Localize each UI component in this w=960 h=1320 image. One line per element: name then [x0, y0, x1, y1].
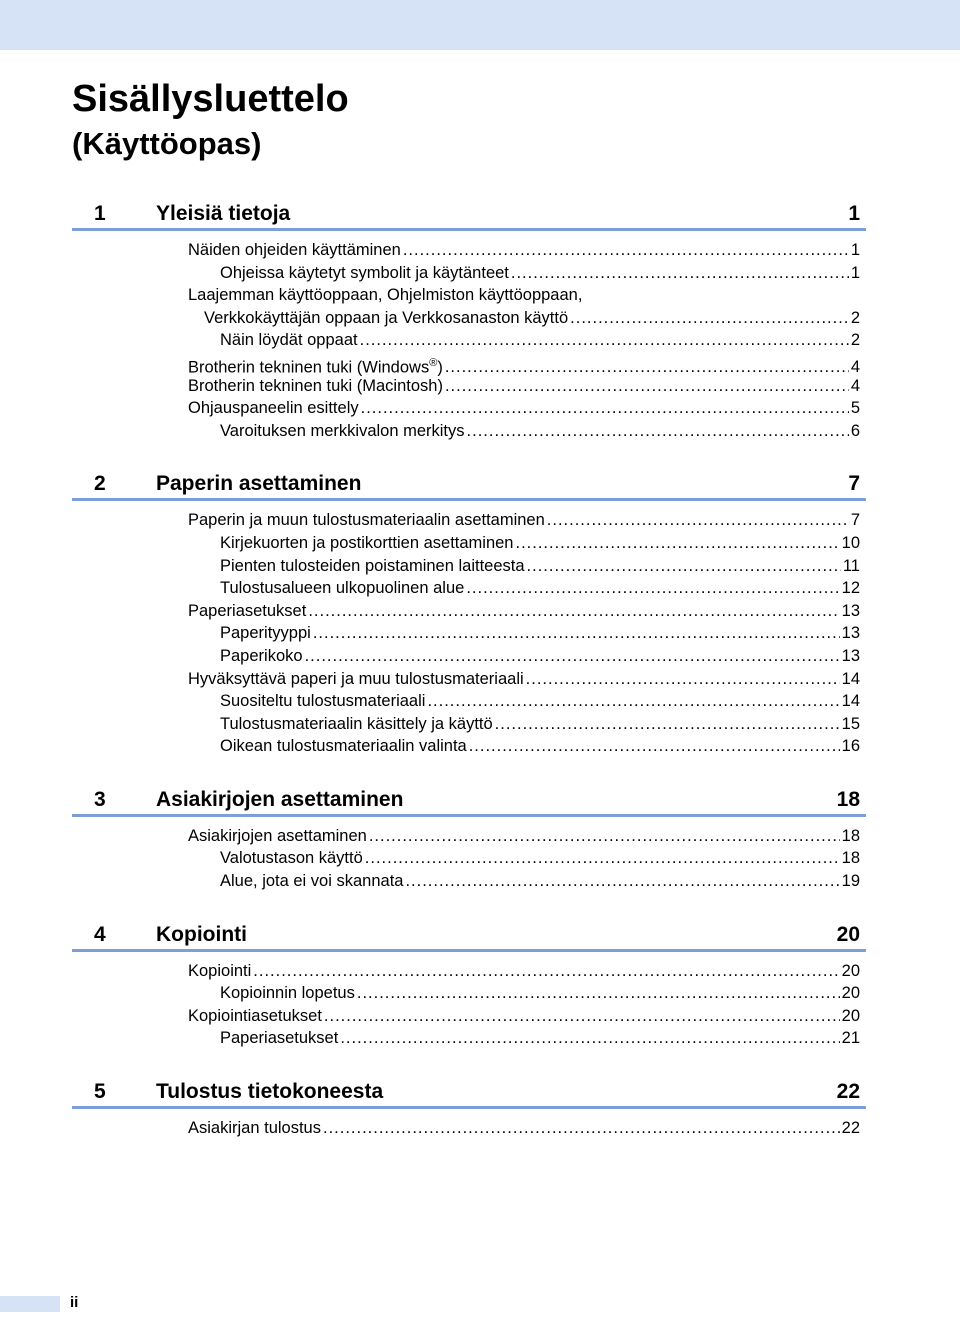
entry-text [220, 577, 464, 600]
chapter-heading[interactable] [72, 911, 866, 952]
entry-text [188, 1117, 321, 1140]
toc-entry[interactable] [72, 690, 866, 713]
entry-suffix: ) [437, 358, 443, 377]
entry-text [188, 960, 251, 983]
dot-leader [466, 577, 839, 600]
chapter-page-number: 20 [836, 922, 860, 946]
toc-entry[interactable] [72, 239, 866, 262]
toc-entry[interactable] [72, 825, 866, 848]
entry-label: Ohjeissa käytetyt symbolit ja käytänteet [220, 263, 509, 282]
registered-mark: ® [429, 356, 438, 369]
dot-leader [313, 622, 840, 645]
entry-label: Ohjauspaneelin esittely [188, 399, 359, 418]
entry-label: Kopiointiasetukset [188, 1006, 322, 1025]
entry-label: Brotherin tekninen tuki (Windows [188, 358, 430, 377]
entry-label: Hyväksyttävä paperi ja muu tulostusmateriaali [188, 669, 524, 688]
entry-label: Näin löydät oppaat [220, 331, 358, 350]
dot-leader [527, 555, 841, 578]
toc-entry[interactable] [72, 982, 866, 1005]
entry-label: Asiakirjojen asettaminen [188, 826, 367, 845]
dot-leader [526, 668, 840, 691]
entry-label: Suositeltu tulostusmateriaali [220, 692, 426, 711]
dot-leader [361, 397, 849, 420]
entry-page-number: 18 [841, 826, 860, 845]
chapter-page-number: 22 [836, 1080, 860, 1104]
entry-list [72, 817, 866, 893]
dot-leader [357, 982, 840, 1005]
toc-entry[interactable] [72, 870, 866, 893]
toc-entry-continuation[interactable] [72, 307, 866, 330]
entry-label: Oikean tulostusmateriaalin valinta [220, 737, 467, 756]
entry-label: Valotustason käyttö [220, 849, 363, 868]
dot-leader [360, 329, 849, 352]
entry-label: Paperin ja muun tulostusmateriaalin asettaminen [188, 511, 545, 530]
toc-entry[interactable] [72, 397, 866, 420]
chapter-section [72, 1068, 866, 1140]
title-block [72, 74, 349, 164]
entry-label: Alue, jota ei voi skannata [220, 872, 404, 891]
toc-entry[interactable] [72, 555, 866, 578]
chapter-page-number: 7 [848, 472, 860, 496]
toc-entry[interactable] [72, 1117, 866, 1140]
entry-text [220, 262, 509, 285]
toc-entry[interactable] [72, 1027, 866, 1050]
chapter-number: 3 [94, 787, 106, 811]
chapter-section [72, 190, 866, 442]
chapter-number: 5 [94, 1080, 106, 1104]
dot-leader [547, 509, 849, 532]
entry-list [72, 501, 866, 758]
entry-label: Paperikoko [220, 646, 303, 665]
chapter-page-number: 1 [848, 202, 860, 225]
chapter-heading[interactable] [72, 190, 866, 231]
entry-page-number: 13 [841, 646, 860, 665]
entry-page-number: 22 [841, 1119, 860, 1138]
dot-leader [324, 1005, 840, 1028]
page-number: ii [70, 1294, 79, 1311]
toc-entry[interactable] [72, 577, 866, 600]
entry-page-number: 16 [841, 737, 860, 756]
entry-page-number: 14 [841, 669, 860, 688]
entry-text [220, 329, 358, 352]
entry-page-number: 6 [850, 421, 860, 440]
chapter-page-number: 18 [836, 787, 860, 811]
toc-entry[interactable] [72, 532, 866, 555]
entry-text [220, 690, 425, 713]
entry-list [72, 952, 866, 1050]
toc-entry[interactable] [72, 735, 866, 758]
entry-page-number: 21 [841, 1029, 860, 1048]
entry-page-number: 2 [850, 308, 860, 327]
entry-text [220, 735, 467, 758]
entry-label: Paperityyppi [220, 624, 311, 643]
entry-page-number: 4 [850, 376, 860, 395]
dot-leader [445, 375, 849, 398]
entry-text [220, 847, 363, 870]
entry-text [188, 668, 524, 691]
entry-text [220, 555, 525, 578]
toc-entry[interactable] [72, 847, 866, 870]
entry-page-number: 2 [850, 331, 860, 350]
table-of-contents [72, 190, 866, 1158]
page-title: Sisällysluettelo [72, 78, 349, 120]
entry-text [188, 825, 367, 848]
dot-leader [427, 690, 839, 713]
chapter-section [72, 776, 866, 893]
entry-page-number: 7 [850, 511, 860, 530]
entry-label: Paperiasetukset [188, 601, 307, 620]
entry-label: Kopiointi [188, 961, 252, 980]
header-band [0, 0, 960, 50]
entry-label: Asiakirjan tulostus [188, 1119, 321, 1138]
dot-leader [405, 870, 839, 893]
entry-text [220, 982, 355, 1005]
chapter-number: 4 [94, 922, 106, 946]
entry-list [72, 231, 866, 442]
chapter-number: 1 [94, 202, 106, 225]
entry-text [220, 713, 493, 736]
entry-text [188, 375, 443, 398]
toc-entry[interactable] [72, 622, 866, 645]
entry-label: Paperiasetukset [220, 1029, 339, 1048]
toc-entry[interactable] [72, 375, 866, 398]
entry-text [188, 239, 401, 262]
dot-leader [340, 1027, 839, 1050]
chapter-heading[interactable] [72, 776, 866, 817]
entry-page-number: 4 [850, 358, 860, 377]
chapter-heading[interactable] [72, 460, 866, 501]
entry-text [188, 1005, 322, 1028]
entry-label: Näiden ohjeiden käyttäminen [188, 241, 401, 259]
dot-leader [253, 960, 839, 983]
entry-label: Tulostusalueen ulkopuolinen alue [220, 579, 465, 598]
entry-text: Verkkokäyttäjän oppaan ja Verkkosanaston käyttö [204, 308, 569, 327]
chapter-section [72, 911, 866, 1050]
entry-label: Kirjekuorten ja postikorttien asettaminen [220, 533, 514, 552]
chapter-title: Asiakirjojen asettaminen [156, 787, 404, 811]
toc-entry[interactable] [72, 284, 866, 307]
toc-entry[interactable] [72, 352, 866, 375]
entry-label: Kopioinnin lopetus [220, 984, 355, 1003]
entry-page-number: 20 [841, 984, 860, 1003]
toc-entry[interactable] [72, 1005, 866, 1028]
dot-leader [369, 825, 840, 848]
entry-text [188, 600, 306, 623]
entry-page-number: 20 [841, 961, 860, 980]
chapter-title: Yleisiä tietoja [156, 202, 291, 225]
dot-leader [323, 1117, 840, 1140]
entry-label: Pienten tulosteiden poistaminen laitteesta [220, 556, 525, 575]
dot-leader [365, 847, 840, 870]
entry-label: Brotherin tekninen tuki (Macintosh) [188, 376, 443, 395]
entry-text [220, 870, 403, 893]
entry-page-number: 5 [850, 399, 860, 418]
chapter-section [72, 460, 866, 758]
page-subtitle: (Käyttöopas) [72, 126, 262, 161]
chapter-heading[interactable] [72, 1068, 866, 1109]
entry-page-number: 20 [841, 1006, 860, 1025]
entry-text [188, 509, 545, 532]
toc-entry[interactable] [72, 668, 866, 691]
entry-page-number: 19 [841, 872, 860, 891]
entry-text [220, 645, 303, 668]
entry-page-number: 15 [841, 714, 860, 733]
entry-page-number: 13 [841, 601, 860, 620]
entry-page-number: 13 [841, 624, 860, 643]
entry-page-number: 11 [842, 556, 860, 575]
entry-page-number: 18 [841, 849, 860, 868]
entry-page-number: 1 [850, 263, 860, 282]
toc-entry[interactable] [72, 960, 866, 983]
entry-text [220, 532, 514, 555]
dot-leader [570, 307, 849, 330]
entry-text [220, 1027, 338, 1050]
chapter-title: Tulostus tietokoneesta [156, 1080, 384, 1104]
chapter-title: Paperin asettaminen [156, 472, 362, 496]
toc-entry[interactable] [72, 600, 866, 623]
entry-text [188, 397, 359, 420]
toc-entry[interactable] [72, 329, 866, 352]
entry-text: Laajemman käyttöoppaan, Ohjelmiston käyttöoppaan, [188, 286, 583, 305]
chapter-number: 2 [94, 472, 106, 496]
dot-leader [403, 239, 849, 262]
dot-leader [308, 600, 839, 623]
toc-entry[interactable] [72, 645, 866, 668]
dot-leader [467, 420, 849, 443]
toc-entry[interactable] [72, 713, 866, 736]
entry-page-number: 12 [841, 579, 860, 598]
toc-entry[interactable] [72, 262, 866, 285]
entry-label: Varoituksen merkkivalon merkitys [220, 421, 465, 440]
entry-page-number: 1 [850, 241, 860, 259]
toc-entry[interactable] [72, 509, 866, 532]
chapter-title: Kopiointi [156, 922, 247, 946]
footer-bar [0, 1296, 60, 1312]
dot-leader [495, 713, 840, 736]
dot-leader [511, 262, 849, 285]
entry-text [220, 420, 465, 443]
dot-leader [469, 735, 840, 758]
entry-text [220, 622, 311, 645]
dot-leader [516, 532, 840, 555]
dot-leader [305, 645, 840, 668]
toc-entry[interactable] [72, 420, 866, 443]
entry-list [72, 1109, 866, 1140]
entry-page-number: 10 [841, 533, 860, 552]
entry-page-number: 14 [841, 692, 860, 711]
entry-label: Tulostusmateriaalin käsittely ja käyttö [220, 714, 493, 733]
